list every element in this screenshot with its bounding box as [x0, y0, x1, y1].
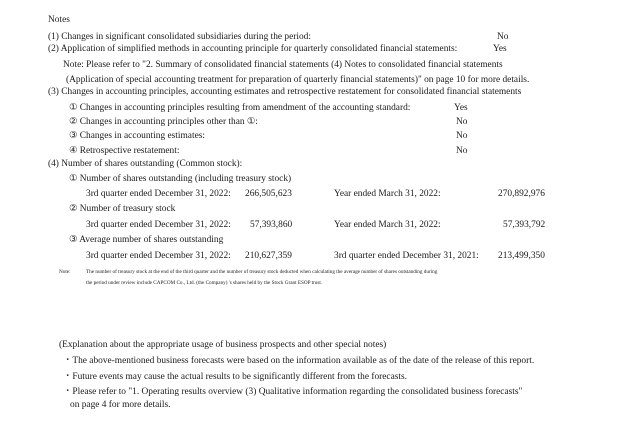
item4-label: (4) Number of shares outstanding (Common stock): — [48, 159, 243, 169]
shares-s1-title: ① Number of shares outstanding (including treasury stock) — [69, 174, 292, 184]
item3-sub2-value: No — [456, 117, 468, 127]
item3-sub2-label: ② Changes in accounting principles other than ①: — [69, 117, 258, 127]
item1-value: No — [497, 32, 509, 42]
explanation-bullet-2: ・Future events may cause the actual results to be significantly different from the forecasts. — [63, 372, 407, 382]
small-note-label: Note: — [59, 269, 71, 275]
item3-label: (3) Changes in accounting principles, accounting estimates and retrospective restatement for consolidated financial statements — [48, 87, 522, 97]
item2-value: Yes — [493, 44, 507, 54]
shares-s3-title: ③ Average number of shares outstanding — [69, 235, 224, 245]
shares-s3-right-label: 3rd quarter ended December 31, 2021: — [334, 251, 479, 261]
explanation-title: (Explanation about the appropriate usage of business prospects and other special notes) — [59, 340, 387, 350]
item2-label: (2) Application of simplified methods in accounting principle for quarterly consolidated financial statements: — [48, 44, 458, 54]
explanation-bullet-3: ・Please refer to "1. Operating results overview (3) Qualitative information regarding the consolidated business forecasts" — [63, 387, 523, 397]
explanation-bullet-1: ・The above-mentioned business forecasts were based on the information available as of the date of the release of this report. — [63, 356, 535, 366]
shares-s3-left-value: 210,627,359 — [245, 251, 292, 261]
item1-label: (1) Changes in significant consolidated subsidiaries during the period: — [48, 32, 311, 42]
item3-sub3-label: ③ Changes in accounting estimates: — [69, 131, 205, 141]
notes-title: Notes — [48, 15, 70, 25]
shares-s2-right-label: Year ended March 31, 2022: — [334, 220, 441, 230]
item2-note-line1: Note: Please refer to "2. Summary of consolidated financial statements (4) Notes to consolidated financial statements — [63, 60, 503, 70]
shares-s1-left-value: 266,505,623 — [245, 189, 292, 199]
item3-sub4-value: No — [456, 146, 468, 156]
shares-s1-right-value: 270,892,976 — [498, 189, 545, 199]
item3-sub1-label: ① Changes in accounting principles resulting from amendment of the accounting standard: — [69, 103, 411, 113]
shares-s3-right-value: 213,499,350 — [498, 251, 545, 261]
explanation-bullet-3-cont: on page 4 for more details. — [70, 400, 171, 410]
item3-sub3-value: No — [456, 131, 468, 141]
shares-s1-right-label: Year ended March 31, 2022: — [334, 189, 441, 199]
item3-sub4-label: ④ Retrospective restatement: — [69, 146, 180, 156]
shares-s2-right-value: 57,393,792 — [503, 220, 546, 230]
shares-s3-left-label: 3rd quarter ended December 31, 2022: — [86, 251, 231, 261]
item3-sub1-value: Yes — [454, 103, 468, 113]
small-note-line1: The number of treasury stock at the end of the third quarter and the number of treasury stock deducted when calculating the average number of shares outstanding during — [86, 269, 438, 275]
small-note-line2: the period under review include CAPCOM Co., Ltd. (the Company) 's shares held by the Stock Grant ESOP trust. — [86, 280, 323, 286]
shares-s2-left-value: 57,393,860 — [250, 220, 293, 230]
shares-s2-title: ② Number of treasury stock — [69, 204, 176, 214]
shares-s1-left-label: 3rd quarter ended December 31, 2022: — [86, 189, 231, 199]
shares-s2-left-label: 3rd quarter ended December 31, 2022: — [86, 220, 231, 230]
item2-note-line2: (Application of special accounting treatment for preparation of quarterly financial statements)" on page 10 for more details. — [66, 75, 530, 85]
